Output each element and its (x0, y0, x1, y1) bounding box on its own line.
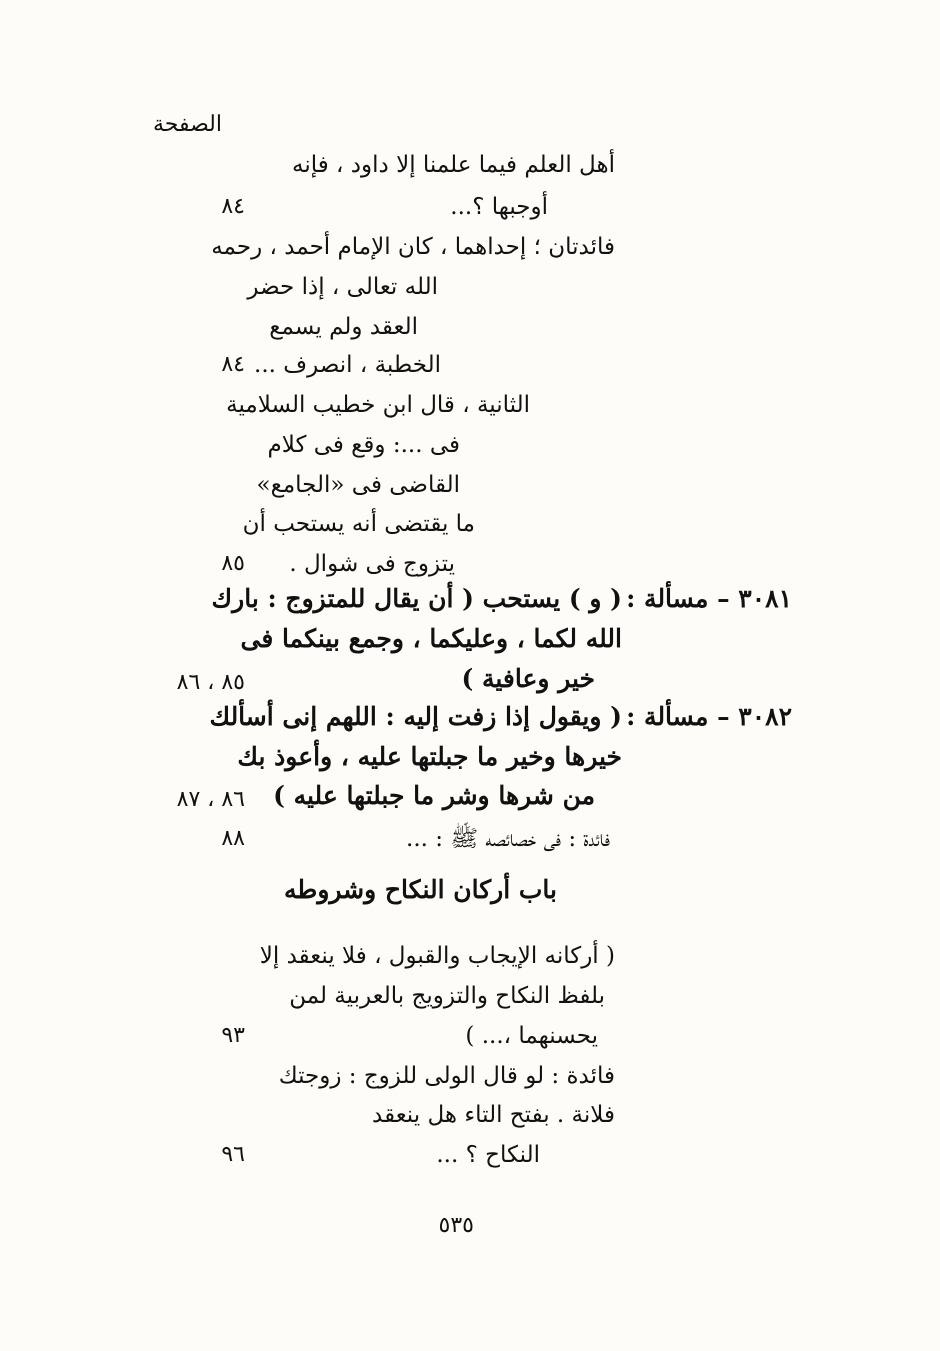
entry-3-line-2: فى ...: وقع فى كلام (267, 432, 460, 458)
entry-2-page-ref: ٨٤ (221, 352, 245, 377)
masala-3081-line-3: خير وعافية ) (461, 664, 595, 693)
entry-3-line-1: الثانية ، قال ابن خطيب السلامية (226, 392, 530, 418)
masala-3081-line-1: ( و ) يستحب ( أن يقال للمتزوج : بارك (211, 584, 622, 613)
masala-3082-number: ٣٠٨٢ – مسألة : (626, 702, 792, 731)
entry-1-line-1: أهل العلم فيما علمنا إلا داود ، فإنه (292, 152, 615, 178)
masala-3081-line-2: الله لكما ، وعليكما ، وجمع بينكما فى (240, 624, 622, 653)
entry-6-line-1: فائدة : فى خصائصه ﷺ : ... (406, 826, 610, 852)
entry-2-line-4: الخطبة ، انصرف ... (254, 352, 441, 378)
page-number: ٥٣٥ (438, 1213, 474, 1238)
entry-2-line-2: الله تعالى ، إذا حضر (247, 274, 438, 300)
entry-7-line-3: يحسنهما ،... ) (465, 1023, 598, 1049)
entry-7-line-2: بلفظ النكاح والتزويج بالعربية لمن (289, 983, 605, 1009)
entry-6-page-ref: ٨٨ (221, 826, 245, 851)
entry-3-line-3: القاضى فى «الجامع» (256, 472, 460, 498)
entry-8-page-ref: ٩٦ (221, 1142, 245, 1167)
entry-8-line-1: فائدة : لو قال الولى للزوج : زوجتك (278, 1063, 615, 1089)
masala-3082-page-ref: ٨٦ ، ٨٧ (176, 787, 245, 812)
masala-3081-page-ref: ٨٥ ، ٨٦ (176, 670, 245, 695)
masala-3082-line-3: من شرها وشر ما جبلتها عليه ) (273, 781, 595, 810)
entry-3-line-5: يتزوج فى شوال . (289, 551, 455, 577)
entry-1-line-2: أوجبها ؟... (450, 194, 548, 220)
entry-2-line-3: العقد ولم يسمع (269, 314, 418, 340)
masala-3081-number: ٣٠٨١ – مسألة : (626, 584, 792, 613)
page-column-label: الصفحة (152, 112, 222, 137)
masala-3082-line-2: خيرها وخير ما جبلتها عليه ، وأعوذ بك (237, 742, 622, 771)
entry-8-line-2: فلانة . بفتح التاء هل ينعقد (372, 1102, 615, 1128)
entry-7-page-ref: ٩٣ (221, 1023, 245, 1048)
entry-1-page-ref: ٨٤ (221, 194, 245, 219)
masala-3082-line-1: ( ويقول إذا زفت إليه : اللهم إنى أسألك (209, 702, 622, 731)
entry-3-line-4: ما يقتضى أنه يستحب أن (242, 511, 475, 537)
entry-3-page-ref: ٨٥ (221, 551, 245, 576)
entry-8-line-3: النكاح ؟ ... (436, 1142, 540, 1168)
section-heading: باب أركان النكاح وشروطه (284, 875, 557, 904)
entry-7-line-1: ( أركانه الإيجاب والقبول ، فلا ينعقد إلا (259, 943, 615, 969)
entry-2-line-1: فائدتان ؛ إحداهما ، كان الإمام أحمد ، رحمه (211, 234, 615, 260)
